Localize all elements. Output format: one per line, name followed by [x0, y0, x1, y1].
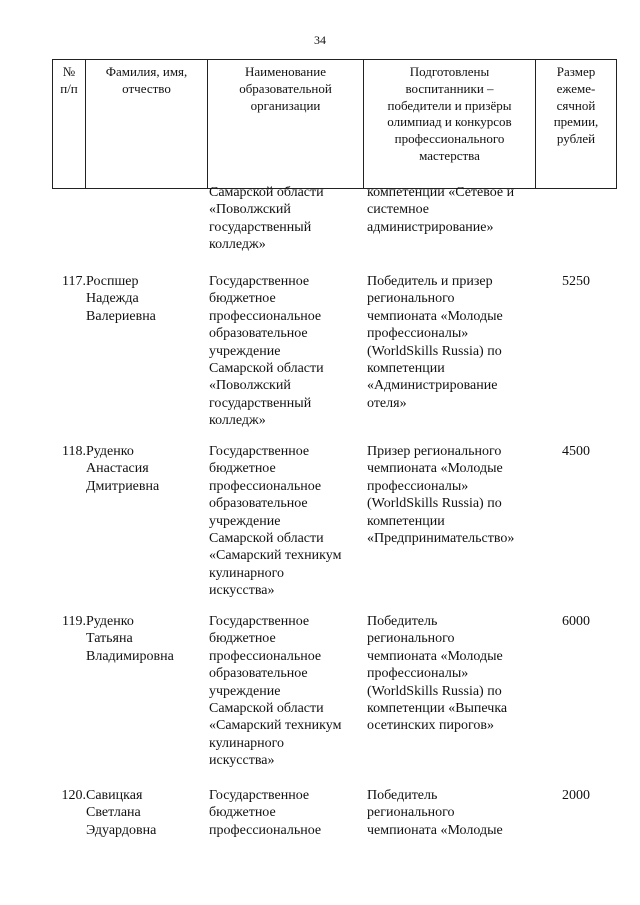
row-person-name [86, 787, 206, 839]
row-number: 117. [62, 274, 86, 289]
first-name: Татьяна [86, 631, 133, 647]
header-row [53, 60, 617, 189]
row-organization: Государственное бюджетное профессиональное образовательное учреждение Самарской области «Самарский техникум кулинарного искусства» [209, 614, 342, 769]
patronymic: Дмитриевна [86, 478, 160, 494]
first-name: Светлана [86, 805, 141, 821]
row-number: 118. [62, 444, 86, 459]
page-number: 34 [314, 33, 326, 47]
row-amount: 5250 [562, 274, 590, 289]
continuation-achievement: компетенции «Сетевое и системное администрирование» [367, 185, 515, 235]
header-amount: Размер ежеме- сячной премии, рублей [536, 60, 617, 189]
header-org: Наименование образовательной организации [208, 60, 364, 189]
row-achievement: Победитель и призер регионального чемпионата «Молодые профессионалы» (WorldSkills Russia) по компетенции «Администрирование отеля» [367, 274, 503, 411]
header-name: Фамилия, имя, отчество [86, 60, 208, 189]
surname: Савицкая [86, 788, 143, 803]
row-amount: 4500 [562, 444, 590, 459]
patronymic: Эдуардовна [86, 822, 157, 838]
table-body [52, 184, 616, 838]
patronymic: Валериевна [86, 308, 156, 324]
row-organization: Государственное бюджетное профессиональное образовательное учреждение Самарской области «Поволжский государственный колледж» [209, 274, 324, 429]
first-name: Надежда [86, 291, 139, 307]
row-organization: Государственное бюджетное профессиональное образовательное учреждение Самарской области «Самарский техникум кулинарного искусства» [209, 444, 342, 599]
row-amount: 2000 [562, 788, 590, 803]
table-header [52, 59, 617, 189]
row-achievement: Призер регионального чемпионата «Молодые профессионалы» (WorldSkills Russia) по компетенции «Предпринимательство» [367, 444, 515, 547]
row-number: 119. [62, 614, 86, 629]
header-num: № п/п [53, 60, 86, 189]
surname: Руденко [86, 444, 134, 459]
row-achievement: Победитель регионального чемпионата «Молодые профессионалы» (WorldSkills Russia) по компетенции «Выпечка осетинских пирогов» [367, 614, 508, 734]
row-amount: 6000 [562, 614, 590, 629]
continuation-row [52, 184, 616, 264]
first-name: Анастасия [86, 461, 149, 477]
row-organization: Государственное бюджетное профессиональное [209, 788, 322, 838]
row-person-name [86, 273, 206, 325]
row-number: 120. [61, 788, 86, 803]
header-achievement: Подготовлены воспитанники – победители и призёры олимпиад и конкурсов профессионального мастерства [364, 60, 536, 189]
row-achievement: Победитель регионального чемпионата «Молодые [367, 788, 503, 838]
surname: Роспшер [86, 274, 139, 289]
row-person-name [86, 613, 206, 665]
continuation-org: Самарской области «Поволжский государственный колледж» [209, 185, 324, 253]
surname: Руденко [86, 614, 134, 629]
patronymic: Владимировна [86, 648, 174, 664]
row-person-name [86, 443, 206, 495]
